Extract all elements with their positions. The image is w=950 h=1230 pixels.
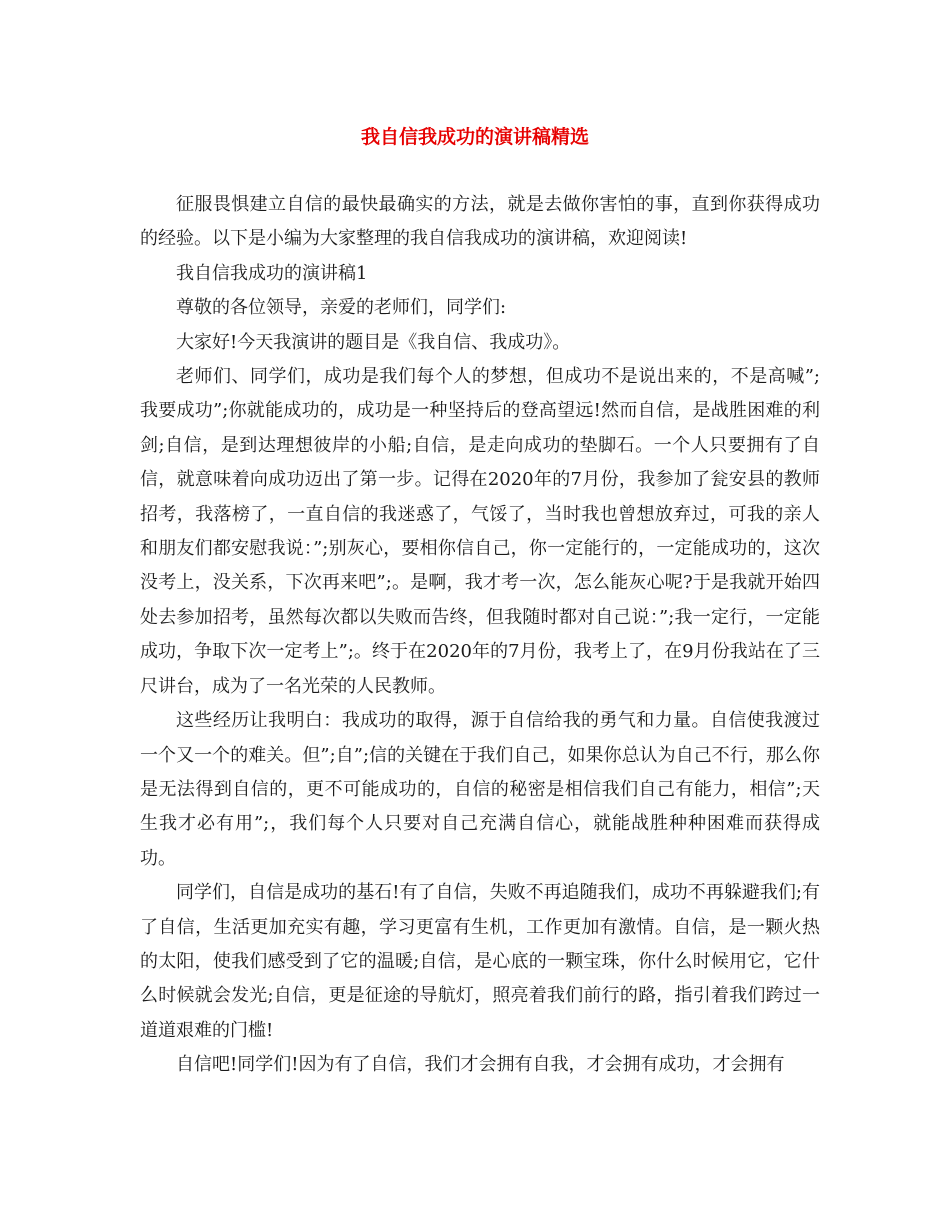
paragraph-greeting: 大家好!今天我演讲的题目是《我自信、我成功》。 bbox=[176, 331, 571, 353]
paragraph-body-3: 同学们，自信是成功的基石!有了自信，失败不再追随我们，成功不再躲避我们;有了自信，生活更加充实有趣，学习更富有生机，工作更加有激情。自信，是一颗火热的太阳，使我们感受到了它的温暖;自信，是心底的一颗宝珠，你什么时候用它，它什么时候就会发光;自信，更是征途的导航灯，照亮着我们前行的路，指引着我们跨过一道道艰难的门槛! bbox=[140, 882, 820, 1041]
paragraph-intro: 征服畏惧建立自信的最快最确实的方法，就是去做你害怕的事，直到你获得成功的经验。以下是小编为大家整理的我自信我成功的演讲稿，欢迎阅读! bbox=[140, 194, 820, 250]
paragraph-body-2: 这些经历让我明白：我成功的取得，源于自信给我的勇气和力量。自信使我渡过一个又一个的难关。但”;自”;信的关键在于我们自己，如果你总认为自己不行，那么你是无法得到自信的，更不可能成功的，自信的秘密是相信我们自己有能力，相信”;天生我才必有用”;，我们每个人只要对自己充满自信心，就能战胜种种困难而获得成功。 bbox=[140, 710, 820, 869]
paragraph-speech-heading: 我自信我成功的演讲稿1 bbox=[176, 262, 368, 284]
paragraph-body-1: 老师们、同学们，成功是我们每个人的梦想，但成功不是说出来的，不是高喊”;我要成功”;你就能成功的，成功是一种坚持后的登高望远!然而自信，是战胜困难的利剑;自信，是到达理想彼岸的小船;自信，是走向成功的垫脚石。一个人只要拥有了自信，就意味着向成功迈出了第一步。记得在2020年的7月份，我参加了瓮安县的教师招考，我落榜了，一直自信的我迷惑了，气馁了，当时我也曾想放弃过，可我的亲人和朋友们都安慰我说：”;别灰心，要相你信自己，你一定能行的，一定能成功的，这次没考上，没关系，下次再来吧”;。是啊，我才考一次，怎么能灰心呢?于是我就开始四处去参加招考，虽然每次都以失败而告终，但我随时都对自己说：”;我一定行，一定能成功，争取下次一定考上”;。终于在2020年的7月份，我考上了，在9月份我站在了三尺讲台，成为了一名光荣的人民教师。 bbox=[140, 366, 820, 697]
document-body bbox=[140, 188, 820, 1083]
paragraph-body-4: 自信吧!同学们!因为有了自信，我们才会拥有自我，才会拥有成功，才会拥有 bbox=[176, 1054, 785, 1076]
paragraph-salutation: 尊敬的各位领导，亲爱的老师们，同学们: bbox=[176, 297, 507, 319]
document-title: 我自信我成功的演讲稿精选 bbox=[360, 126, 589, 148]
